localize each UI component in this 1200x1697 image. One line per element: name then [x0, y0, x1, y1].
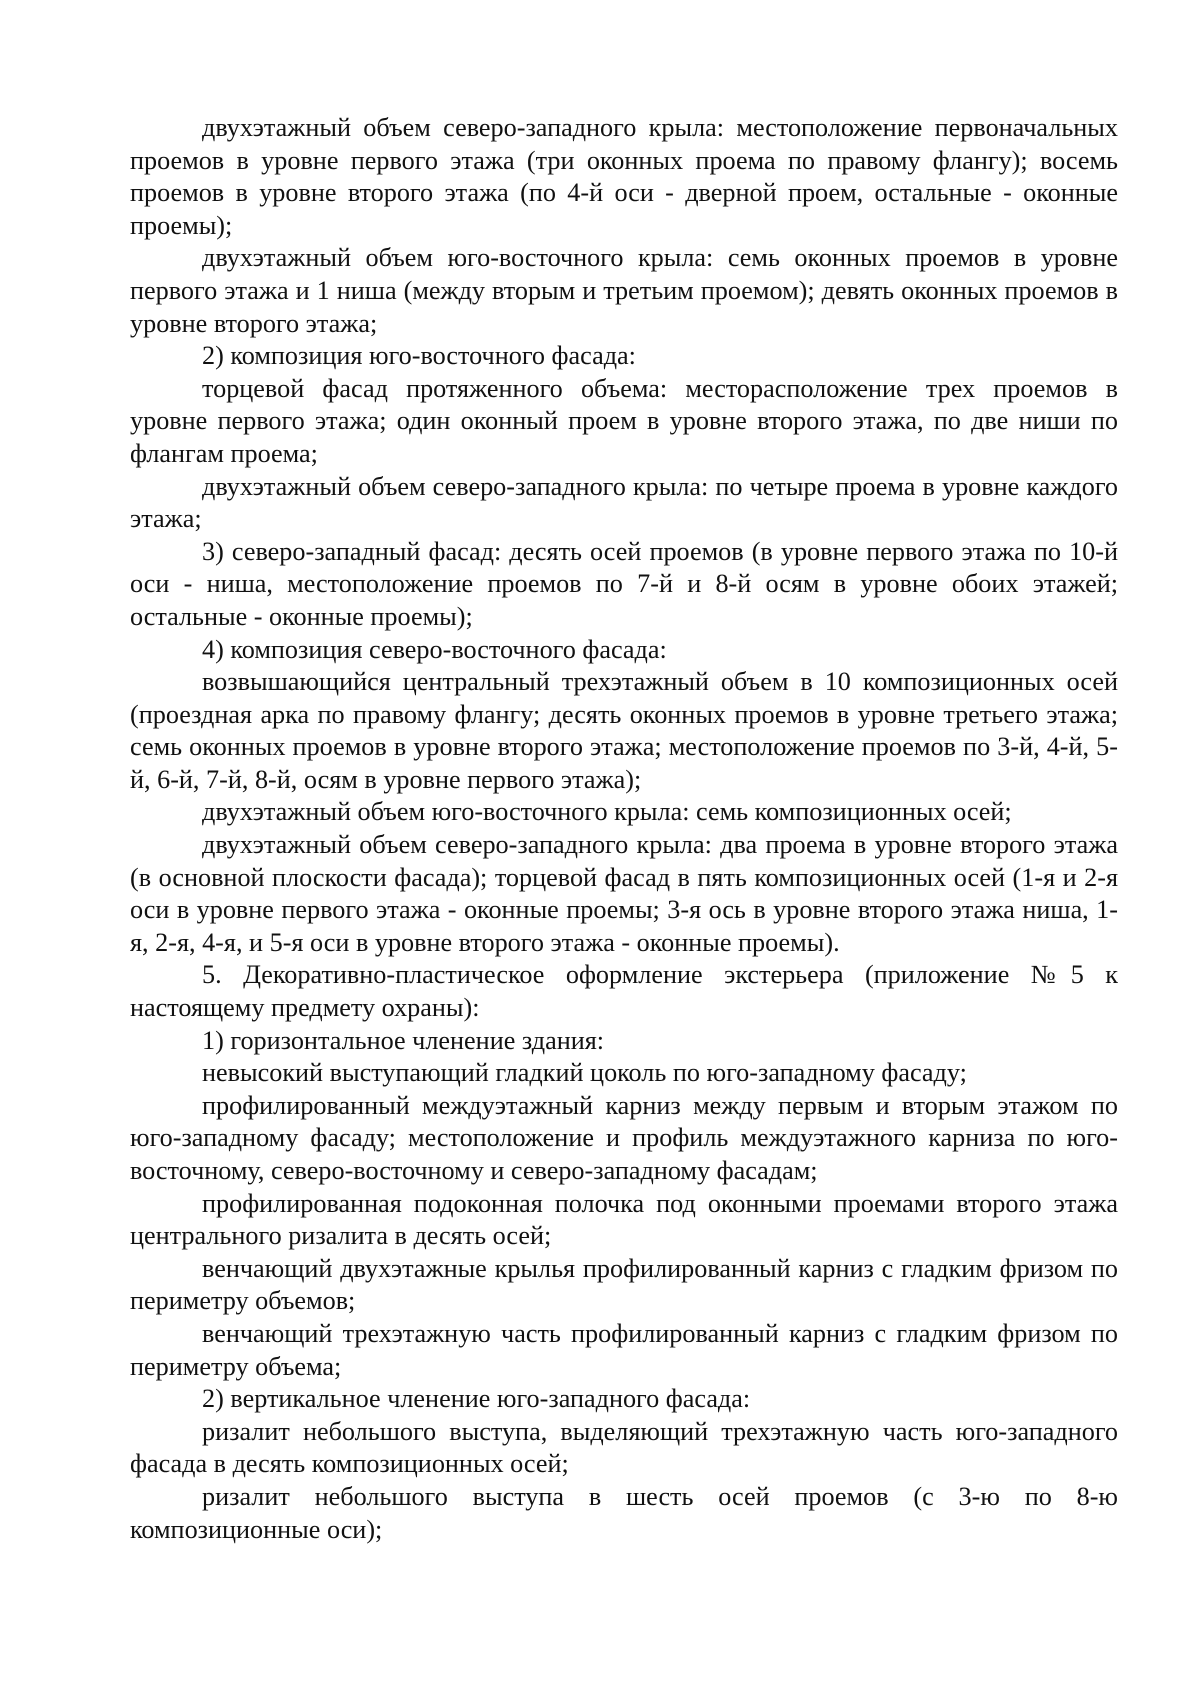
- paragraph-18: 2) вертикальное членение юго-западного фасада:: [202, 1384, 751, 1414]
- paragraph-14: профилированный междуэтажный карниз между первым и вторым этажом по юго-западному фасаду; местоположение и профиль междуэтажного карниза по юго-восточному, северо-восточному и северо-западному фасадам;: [130, 1090, 1118, 1185]
- paragraph-8: возвышающийся центральный трехэтажный объем в 10 композиционных осей (проездная арка по правому флангу; десять оконных проемов в уровне третьего этажа; семь оконных проемов в уровне второго этажа; местоположение проемов по 3-й, 4-й, 5-й, 6-й, 7-й, 8-й, осям в уровне первого этажа);: [130, 667, 1118, 794]
- paragraph-12: 1) горизонтальное членение здания:: [202, 1025, 605, 1055]
- paragraph-5: двухэтажный объем северо-западного крыла: по четыре проема в уровне каждого этажа;: [130, 471, 1118, 534]
- paragraph-13: невысокий выступающий гладкий цоколь по юго-западному фасаду;: [202, 1058, 967, 1088]
- paragraph-9: двухэтажный объем юго-восточного крыла: семь композиционных осей;: [202, 797, 1012, 827]
- paragraph-1: двухэтажный объем северо-западного крыла: местоположение первоначальных проемов в уровне первого этажа (три оконных проема по правому флангу); восемь проемов в уровне второго этажа (по 4-й оси - дверной проем, остальные - оконные проемы);: [130, 113, 1118, 240]
- paragraph-16: венчающий двухэтажные крылья профилированный карниз с гладким фризом по периметру объемов;: [130, 1253, 1118, 1316]
- document-page: [130, 112, 1118, 1546]
- paragraph-7: 4) композиция северо-восточного фасада:: [202, 634, 667, 664]
- paragraph-6: 3) северо-западный фасад: десять осей проемов (в уровне первого этажа по 10-й оси - ниша, местоположение проемов по 7-й и 8-й осям в уровне обоих этажей; остальные - оконные проемы);: [130, 536, 1118, 631]
- paragraph-20: ризалит небольшого выступа в шесть осей проемов (с 3-ю по 8-ю композиционные оси);: [130, 1481, 1118, 1544]
- paragraph-3: 2) композиция юго-восточного фасада:: [202, 341, 636, 371]
- paragraph-4: торцевой фасад протяженного объема: месторасположение трех проемов в уровне первого этажа; один оконный проем в уровне второго этажа, по две ниши по флангам проема;: [130, 373, 1118, 468]
- paragraph-10: двухэтажный объем северо-западного крыла: два проема в уровне второго этажа (в основной плоскости фасада); торцевой фасад в пять композиционных осей (1-я и 2-я оси в уровне первого этажа - оконные проемы; 3-я ось в уровне второго этажа ниша, 1-я, 2-я, 4-я, и 5-я оси в уровне второго этажа - оконные проемы).: [130, 830, 1118, 957]
- paragraph-2: двухэтажный объем юго-восточного крыла: семь оконных проемов в уровне первого этажа и 1 ниша (между вторым и третьим проемом); девять оконных проемов в уровне второго этажа;: [130, 243, 1118, 338]
- paragraph-19: ризалит небольшого выступа, выделяющий трехэтажную часть юго-западного фасада в десять композиционных осей;: [130, 1416, 1118, 1479]
- paragraph-11: 5. Декоративно-пластическое оформление экстерьера (приложение №5 к настоящему предмету охраны):: [130, 960, 1118, 1023]
- paragraph-15: профилированная подоконная полочка под оконными проемами второго этажа центрального ризалита в десять осей;: [130, 1188, 1118, 1251]
- paragraph-17: венчающий трехэтажную часть профилированный карниз с гладким фризом по периметру объема;: [130, 1318, 1118, 1381]
